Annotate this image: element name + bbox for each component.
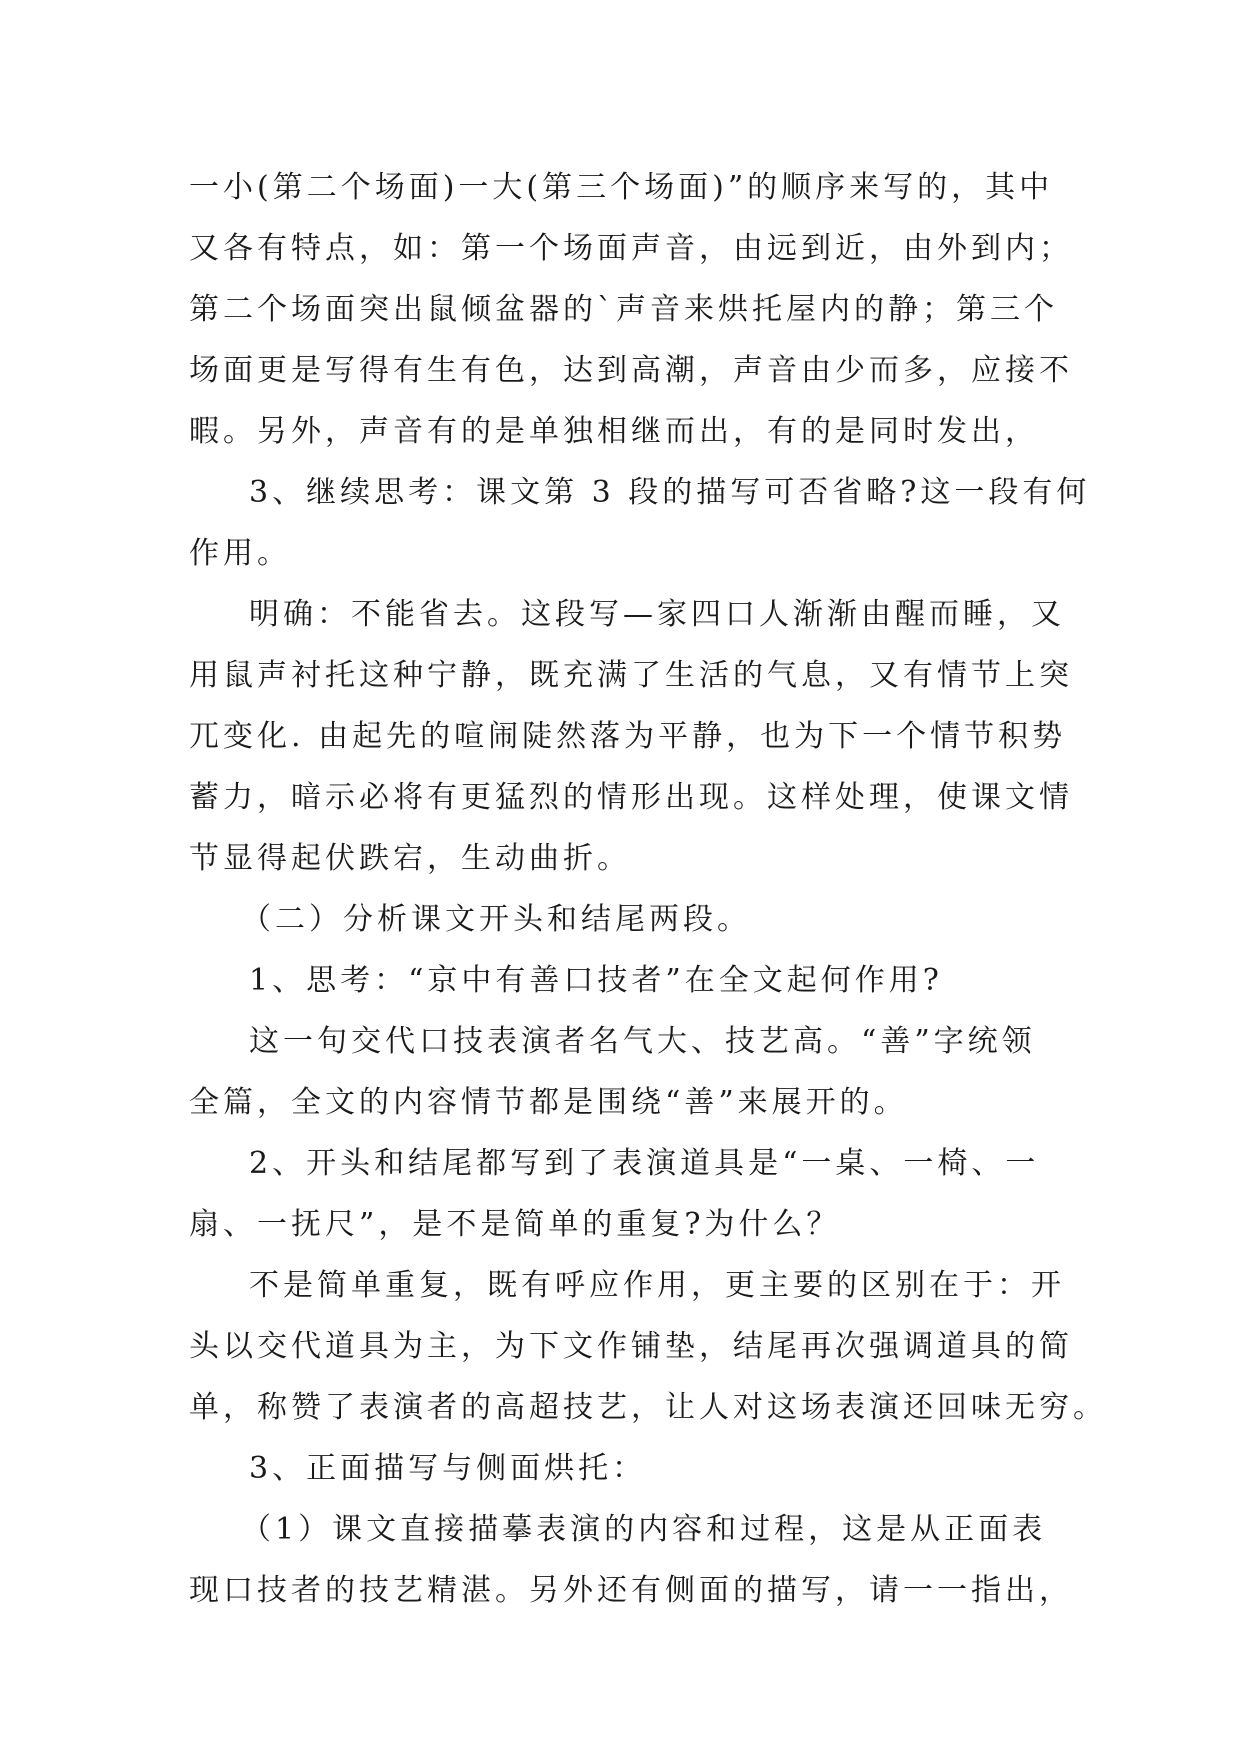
text-line: 兀变化. 由起先的喧闹陡然落为平静，也为下一个情节积势 [189,719,1067,754]
text-line: 第二个场面突出鼠倾盆器的`声音来烘托屋内的静；第三个 [189,292,1058,327]
text-line: 一小(第二个场面)一大(第三个场面)”的顺序来写的，其中 [189,170,1054,205]
text-line: 3、继续思考：课文第 3 段的描写可否省略?这一段有何 [249,475,1091,510]
text-line: 这一句交代口技表演者名气大、技艺高。“善”字统领 [249,1024,1036,1059]
text-line: 单，称赞了表演者的高超技艺，让人对这场表演还回味无穷。 [189,1390,1107,1425]
text-line: 不是简单重复，既有呼应作用，更主要的区别在于：开 [249,1268,1065,1303]
text-line: 1、思考：“京中有善口技者”在全文起何作用? [249,963,943,998]
text-line: 3、正面描写与侧面烘托： [249,1451,647,1486]
text-line: 现口技者的技艺精湛。另外还有侧面的描写，请一一指出， [189,1573,1073,1608]
text-line: （1）课文直接描摹表演的内容和过程，这是从正面表 [241,1512,1047,1547]
text-line: 全篇，全文的内容情节都是围绕“善”来展开的。 [189,1085,908,1120]
text-line: 场面更是写得有生有色，达到高潮，声音由少而多，应接不 [189,353,1073,388]
text-line: 扇、一抚尺”，是不是简单的重复?为什么？ [189,1207,841,1242]
text-line: 节显得起伏跌宕，生动曲折。 [189,841,631,876]
text-line: 用鼠声衬托这种宁静，既充满了生活的气息，又有情节上突 [189,658,1073,693]
text-line: 又各有特点，如：第一个场面声音，由远到近，由外到内； [189,231,1073,266]
text-line: 明确：不能省去。这段写—家四口人渐渐由醒而睡，又 [249,597,1065,632]
text-line: 作用。 [189,536,291,571]
text-line: 2、开头和结尾都写到了表演道具是“一桌、一椅、一 [249,1146,1040,1181]
text-line: 蓄力，暗示必将有更猛烈的情形出现。这样处理，使课文情 [189,780,1073,815]
text-line: 头以交代道具为主，为下文作铺垫，结尾再次强调道具的简 [189,1329,1073,1364]
document-body [189,157,1107,1621]
section-heading: （二）分析课文开头和结尾两段。 [241,902,751,937]
text-line: 暇。另外，声音有的是单独相继而出，有的是同时发出， [189,414,1039,449]
